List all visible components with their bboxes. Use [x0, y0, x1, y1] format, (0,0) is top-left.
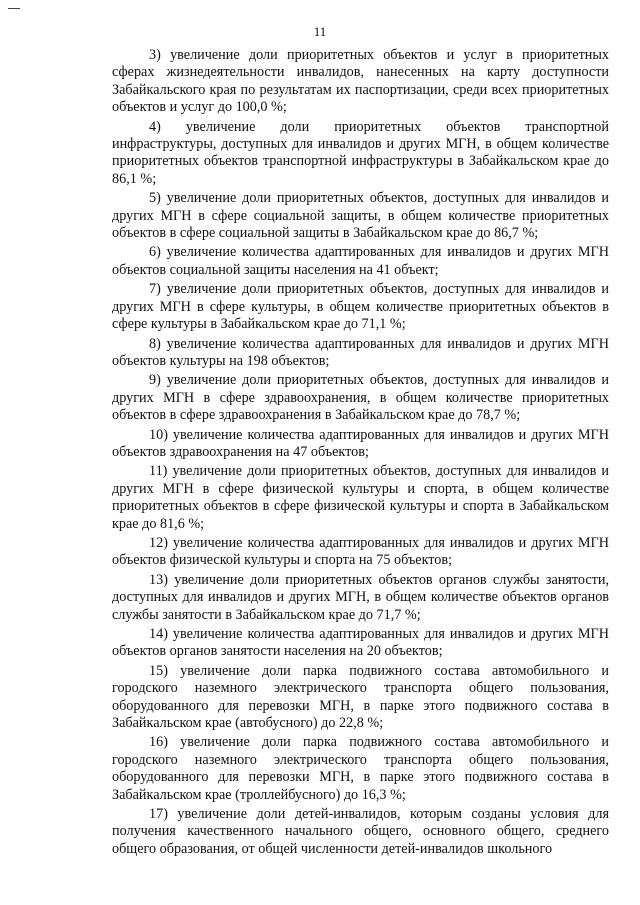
list-item-15: 15) увеличение доли парка подвижного состава автомобильного и городского наземного электрического транспорта общего пользования, оборудованного для перевозки МГН, в парке этого подвижного состава в Забайкальском крае (автобусного) до 22,8 %;	[112, 662, 609, 732]
list-item-12: 12) увеличение количества адаптированных для инвалидов и других МГН объектов физической культуры и спорта на 75 объектов;	[112, 534, 609, 569]
list-item-10: 10) увеличение количества адаптированных для инвалидов и других МГН объектов здравоохранения на 47 объектов;	[112, 426, 609, 460]
list-item-17: 17) увеличение доли детей-инвалидов, которым созданы условия для получения качественного начального общего, основного общего, среднего общего образования, от общей численности детей-инвалидов школьного	[112, 806, 609, 857]
scan-corner-mark	[8, 8, 20, 9]
list-item-5: 5) увеличение доли приоритетных объектов, доступных для инвалидов и других МГН в сфере социальной защиты, в общем количестве приоритетных объектов в сфере социальной защиты в Забайкальском крае до 86,7 %;	[112, 190, 609, 242]
list-item-11: 11) увеличение доли приоритетных объектов, доступных для инвалидов и других МГН в сфере физической культуры и спорта, в общем количестве приоритетных объектов в сфере физической культуры и спорта в Забайкальском крае до 81,6 %;	[112, 463, 609, 532]
list-item-8: 8) увеличение количества адаптированных для инвалидов и других МГН объектов культуры на 198 объектов;	[112, 335, 609, 369]
list-item-6: 6) увеличение количества адаптированных для инвалидов и других МГН объектов социальной защиты населения на 41 объект;	[112, 244, 609, 278]
list-item-14: 14) увеличение количества адаптированных для инвалидов и других МГН объектов органов занятости населения на 20 объектов;	[112, 626, 609, 660]
list-item-7: 7) увеличение доли приоритетных объектов, доступных для инвалидов и других МГН в сфере культуры, в общем количестве приоритетных объектов в сфере культуры в Забайкальском крае до 71,1 %;	[112, 281, 609, 333]
list-item-3: 3) увеличение доли приоритетных объектов и услуг в приоритетных сферах жизнедеятельности инвалидов, нанесенных на карту доступности Забайкальского края по результатам их паспортизации, среди всех приоритетных объектов и услуг до 100,0 %;	[112, 47, 609, 116]
list-item-16: 16) увеличение доли парка подвижного состава автомобильного и городского наземного электрического транспорта общего пользования, оборудованного для перевозки МГН, в парке этого подвижного состава в Забайкальском крае (троллейбусного) до 16,3 %;	[112, 734, 609, 803]
page-number: 11	[313, 24, 327, 39]
list-item-9: 9) увеличение доли приоритетных объектов, доступных для инвалидов и других МГН в сфере здравоохранения, в общем количестве приоритетных объектов в сфере здравоохранения в Забайкальском крае до 78,7 %;	[112, 372, 609, 424]
list-item-4: 4) увеличение доли приоритетных объектов транспортной инфраструктуры, доступных для инвалидов и других МГН, в общем количестве приоритетных объектов транспортной инфраструктуры в Забайкальском крае до 86,1 %;	[112, 118, 609, 187]
list-item-13: 13) увеличение доли приоритетных объектов органов службы занятости, доступных для инвалидов и других МГН, в общем количестве объектов органов службы занятости в Забайкальском крае до 71,7 %;	[112, 571, 609, 623]
document-body	[112, 47, 609, 860]
